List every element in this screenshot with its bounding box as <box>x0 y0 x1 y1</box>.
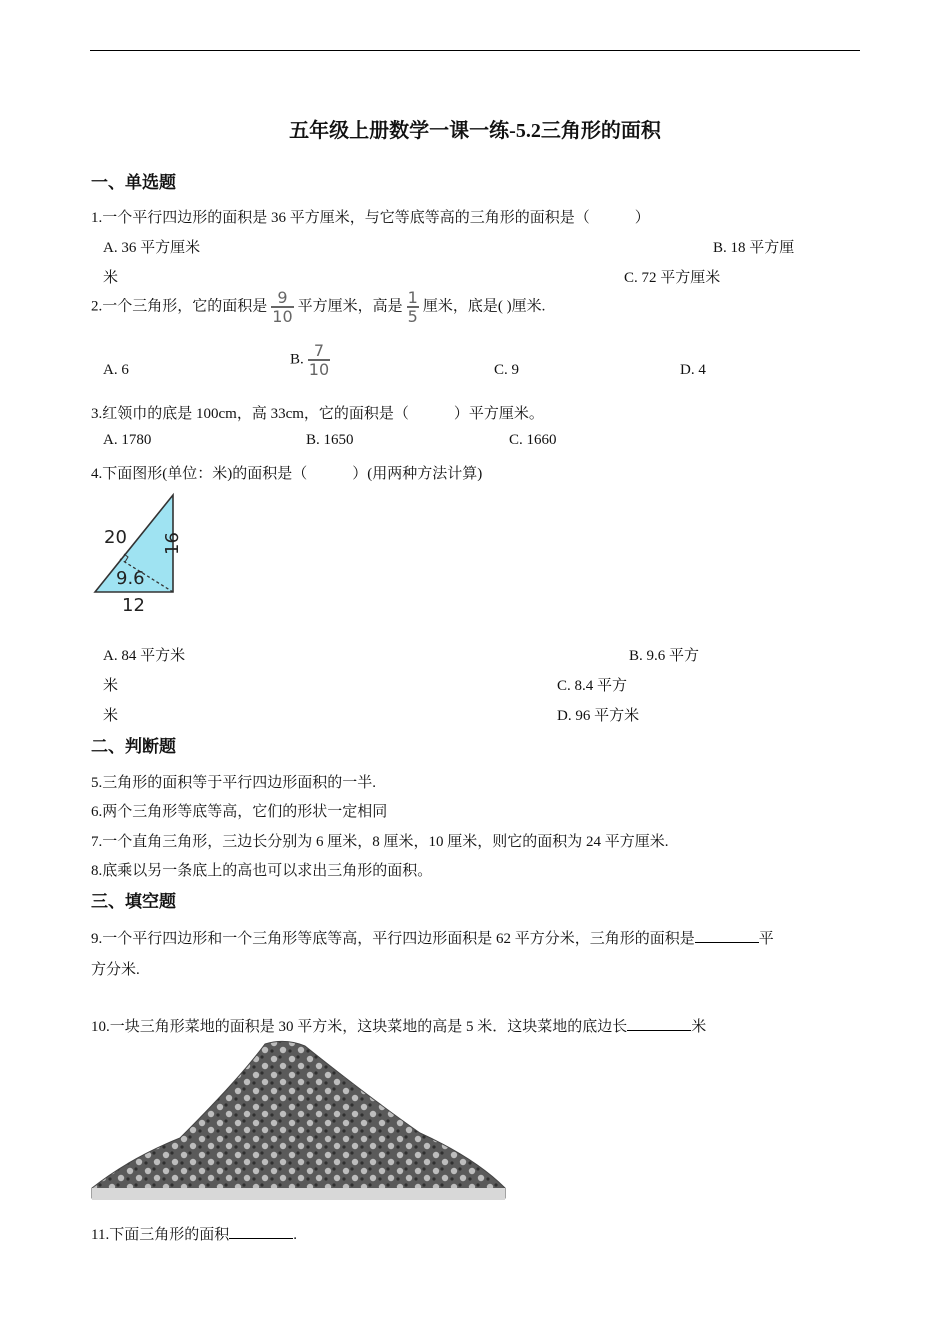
question-2-option-b[interactable] <box>290 342 334 378</box>
question-11-stem-text: 11.下面三角形的面积 <box>91 1227 230 1243</box>
question-1-option-c[interactable]: C. 72 平方厘米 <box>624 270 721 286</box>
fraction-numerator: 1 <box>407 288 418 307</box>
question-6-stem: 6.两个三角形等底等高，它们的形状一定相同 <box>91 804 388 820</box>
fraction-numerator: 7 <box>313 341 325 360</box>
right-triangle-figure <box>90 492 210 622</box>
label-base: 12 <box>122 595 145 616</box>
label-height: 16 <box>162 532 183 555</box>
question-1-stem: 1.一个平行四边形的面积是 36 平方厘米，与它等底等高的三角形的面积是（ ） <box>91 210 650 226</box>
answer-blank[interactable] <box>627 1016 691 1031</box>
question-4-option-c[interactable]: C. 8.4 平方 <box>557 678 628 694</box>
question-8-stem: 8.底乘以另一条底上的高也可以求出三角形的面积。 <box>91 863 433 879</box>
question-9-stem-tail: 平 <box>758 931 774 947</box>
question-2-option-c[interactable]: C. 9 <box>494 362 520 378</box>
question-3-option-b[interactable]: B. 1650 <box>306 432 354 448</box>
question-4-option-d[interactable]: D. 96 平方米 <box>557 708 640 724</box>
question-2-option-d[interactable]: D. 4 <box>680 362 706 378</box>
question-9-stem <box>91 927 774 948</box>
question-4-option-a[interactable]: A. 84 平方米 <box>103 648 186 664</box>
question-3-stem: 3.红领巾的底是 100cm，高 33cm，它的面积是（ ）平方厘米。 <box>91 406 544 422</box>
question-2-stem-part-a: 2.一个三角形，它的面积是 <box>91 298 268 315</box>
fraction-denominator: 10 <box>272 307 293 326</box>
fraction-numerator: 9 <box>277 288 288 307</box>
question-3-option-c[interactable]: C. 1660 <box>509 432 557 448</box>
question-1-option-b-wrap: 米 <box>103 270 119 286</box>
fraction-one-fifth <box>407 289 419 325</box>
fraction-denominator: 5 <box>407 307 418 326</box>
question-4-option-b[interactable]: B. 9.6 平方 <box>629 648 700 664</box>
question-1-option-b[interactable]: B. 18 平方厘 <box>713 240 795 256</box>
question-2-stem-part-b: 平方厘米，高是 <box>297 298 403 315</box>
section-heading-fill-in: 三、填空题 <box>91 892 176 911</box>
field-ground <box>92 1188 505 1200</box>
question-4-option-c-wrap: 米 <box>103 708 119 724</box>
field-canopy <box>92 1041 505 1198</box>
question-9-stem-text: 9.一个平行四边形和一个三角形等底等高，平行四边形面积是 62 平方分米，三角形的面积是 <box>91 931 695 947</box>
option-b-label: B. <box>290 351 304 368</box>
question-10-stem <box>91 1015 706 1036</box>
fraction-seven-tenths <box>308 342 330 378</box>
question-2-stem <box>91 289 545 325</box>
label-hypotenuse: 20 <box>104 527 127 548</box>
question-10-stem-text: 10.一块三角形菜地的面积是 30 平方米，这块菜地的高是 5 米．这块菜地的底边长 <box>91 1019 628 1035</box>
question-9-stem-wrap: 方分米. <box>91 962 140 978</box>
header-rule <box>90 50 860 51</box>
question-10-stem-tail: 米 <box>691 1019 707 1035</box>
section-heading-true-false: 二、判断题 <box>91 737 176 756</box>
section-heading-single-choice: 一、单选题 <box>91 173 176 192</box>
vegetable-field-illustration <box>90 1038 510 1204</box>
fraction-denominator: 10 <box>308 360 330 379</box>
label-altitude: 9.6 <box>116 568 145 589</box>
question-2-stem-part-c: 厘米，底是( )厘米. <box>422 298 546 315</box>
question-1-option-a[interactable]: A. 36 平方厘米 <box>103 240 201 256</box>
question-11-stem <box>91 1223 297 1244</box>
question-7-stem: 7.一个直角三角形，三边长分别为 6 厘米，8 厘米，10 厘米，则它的面积为 24 平方厘米. <box>91 834 669 850</box>
question-11-stem-tail: . <box>293 1227 297 1243</box>
question-4-option-b-wrap: 米 <box>103 678 119 694</box>
fraction-nine-tenths <box>271 289 293 325</box>
answer-blank[interactable] <box>229 1224 293 1239</box>
question-5-stem: 5.三角形的面积等于平行四边形面积的一半. <box>91 775 377 791</box>
question-4-stem: 4.下面图形(单位：米)的面积是（ ）(用两种方法计算) <box>91 466 483 482</box>
answer-blank[interactable] <box>695 928 759 943</box>
question-3-option-a[interactable]: A. 1780 <box>103 432 152 448</box>
page-title: 五年级上册数学一课一练-5.2三角形的面积 <box>289 120 661 142</box>
question-2-option-a[interactable]: A. 6 <box>103 362 129 378</box>
